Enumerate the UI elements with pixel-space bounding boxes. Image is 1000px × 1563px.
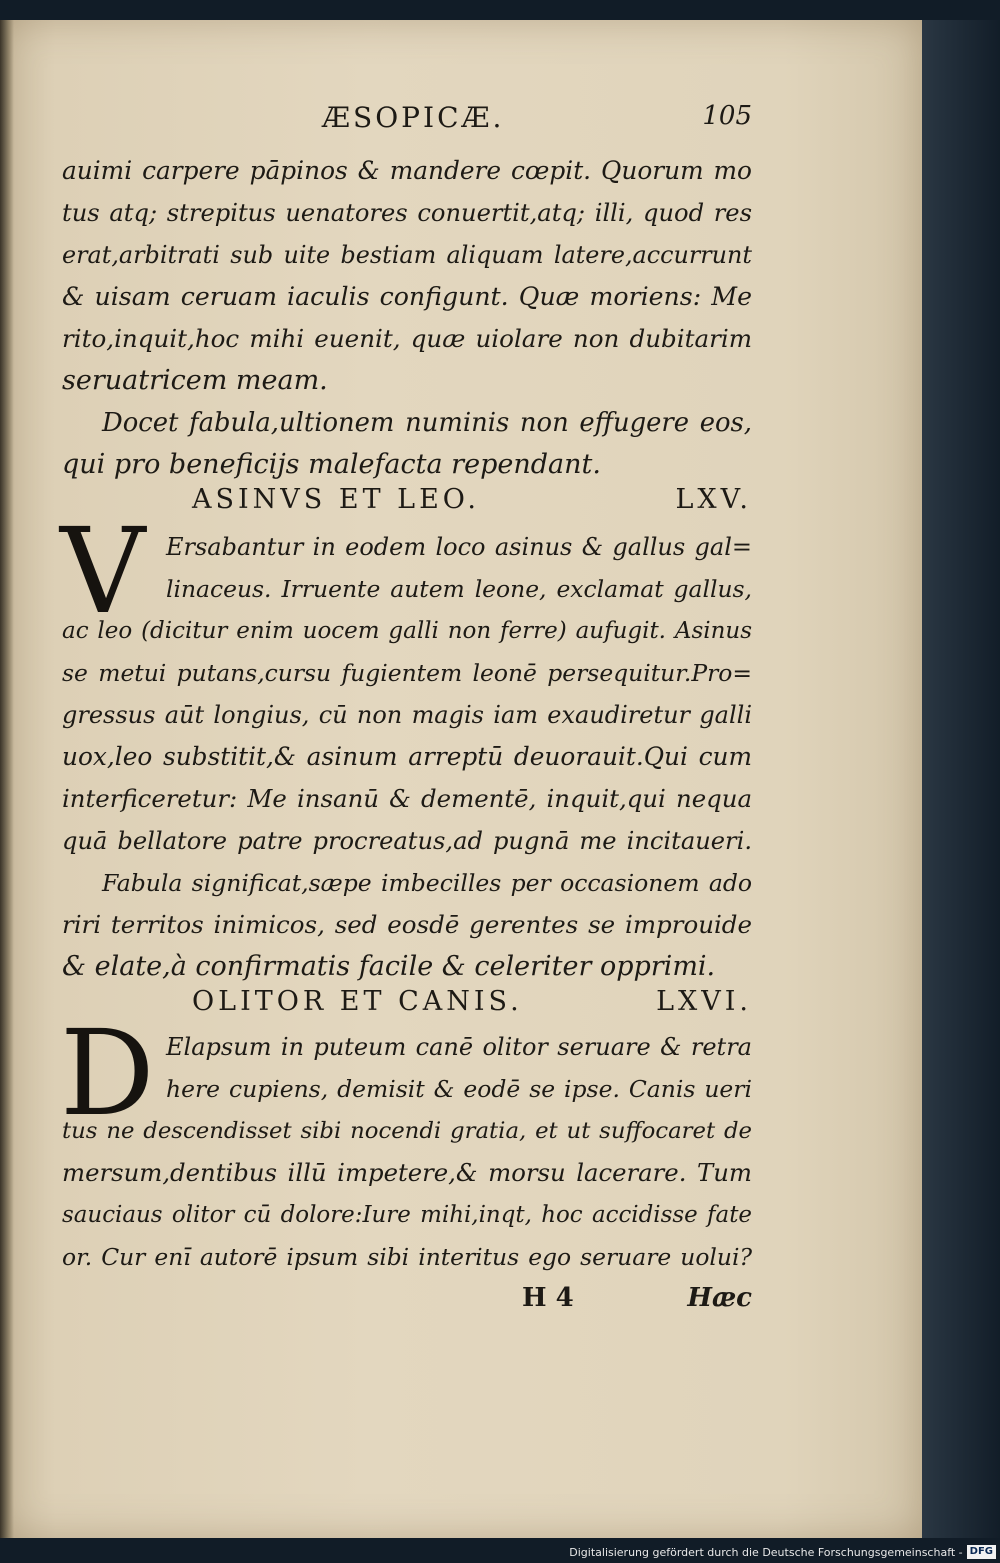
text-line: or. Cur enī autorē ipsum sibi interitus ego seruare uolui? (62, 1243, 752, 1271)
signature-mark: H 4 (522, 1283, 574, 1313)
text-line: se metui putans,cursu fugientem leonē persequitur.Pro= (62, 659, 752, 687)
dfg-logo: DFG (967, 1545, 996, 1559)
text-line: interficeretur: Me insanū & dementē, inquit,qui nequa (62, 784, 752, 813)
text-line: mersum,dentibus illū impetere,& morsu lacerare. Tum (62, 1158, 752, 1187)
fable-65-number: LXV. (675, 484, 752, 515)
moral-line: Fabula significat,sæpe imbecilles per occasionem ado (102, 869, 752, 897)
fable-66-title: OLITOR ET CANIS. (192, 986, 523, 1017)
drop-cap-v: V (60, 502, 146, 640)
page-footer-catchline (62, 1283, 752, 1323)
page-header (62, 101, 752, 141)
text-line: sauciaus olitor cū dolore:Iure mihi,inqt, hoc accidisse fate (62, 1202, 752, 1228)
scan-background (922, 20, 1000, 1538)
fable-65-text (62, 526, 752, 988)
fable-65-title: ASINVS ET LEO. (192, 484, 480, 515)
page-gutter (0, 20, 14, 1538)
moral-line: qui pro beneficijs malefacta rependant. (62, 449, 601, 480)
text-line: tus atq; strepitus uenatores conuertit,atq; illi, quod res (62, 199, 752, 227)
moral-line: riri territos inimicos, sed eosdē gerentes se improuide (62, 910, 752, 939)
moral-line: Docet fabula,ultionem numinis non effugere eos, (102, 408, 752, 438)
text-line: rito,inquit,hoc mihi euenit, quæ uiolare non dubitarim (62, 324, 752, 353)
page-number: 105 (702, 101, 752, 131)
text-line: ac leo (dicitur enim uocem galli non ferre) aufugit. Asinus (62, 618, 752, 644)
text-line: linaceus. Irruente autem leone, exclamat gallus, (166, 575, 752, 603)
text-line: here cupiens, demisit & eodē se ipse. Canis ueri (166, 1075, 752, 1103)
drop-cap-d: D (60, 1004, 155, 1142)
moral-line: & elate,à confirmatis facile & celeriter opprimi. (62, 951, 716, 982)
fable-66-text (62, 1026, 752, 1278)
text-line: & uisam ceruam iaculis configunt. Quæ moriens: Me (62, 282, 752, 311)
text-line: seruatricem meam. (62, 365, 328, 396)
text-line: tus ne descendisset sibi nocendi gratia, et ut suffocaret de (62, 1118, 752, 1144)
text-line: uox,leo substitit,& asinum arreptū deuorauit.Qui cum (62, 742, 752, 771)
text-line: auimi carpere pāpinos & mandere cœpit. Quorum mo (62, 156, 752, 185)
fable-prev-text (62, 150, 752, 486)
running-head: ÆSOPICÆ. (322, 101, 505, 134)
digitization-credit (569, 1543, 996, 1561)
text-line: Elapsum in puteum canē olitor seruare & retra (166, 1033, 752, 1061)
credit-text: Digitalisierung gefördert durch die Deutsche Forschungsgemeinschaft - (569, 1545, 963, 1559)
catchword: Hæc (687, 1283, 752, 1313)
text-line: erat,arbitrati sub uite bestiam aliquam latere,accurrunt (62, 241, 752, 269)
text-line: quā bellatore patre procreatus,ad pugnā me incitaueri. (62, 827, 752, 855)
fable-66-number: LXVI. (656, 986, 752, 1017)
text-line: gressus aūt longius, cū non magis iam exaudiretur galli (62, 701, 752, 729)
text-line: Ersabantur in eodem loco asinus & gallus gal= (166, 533, 752, 561)
